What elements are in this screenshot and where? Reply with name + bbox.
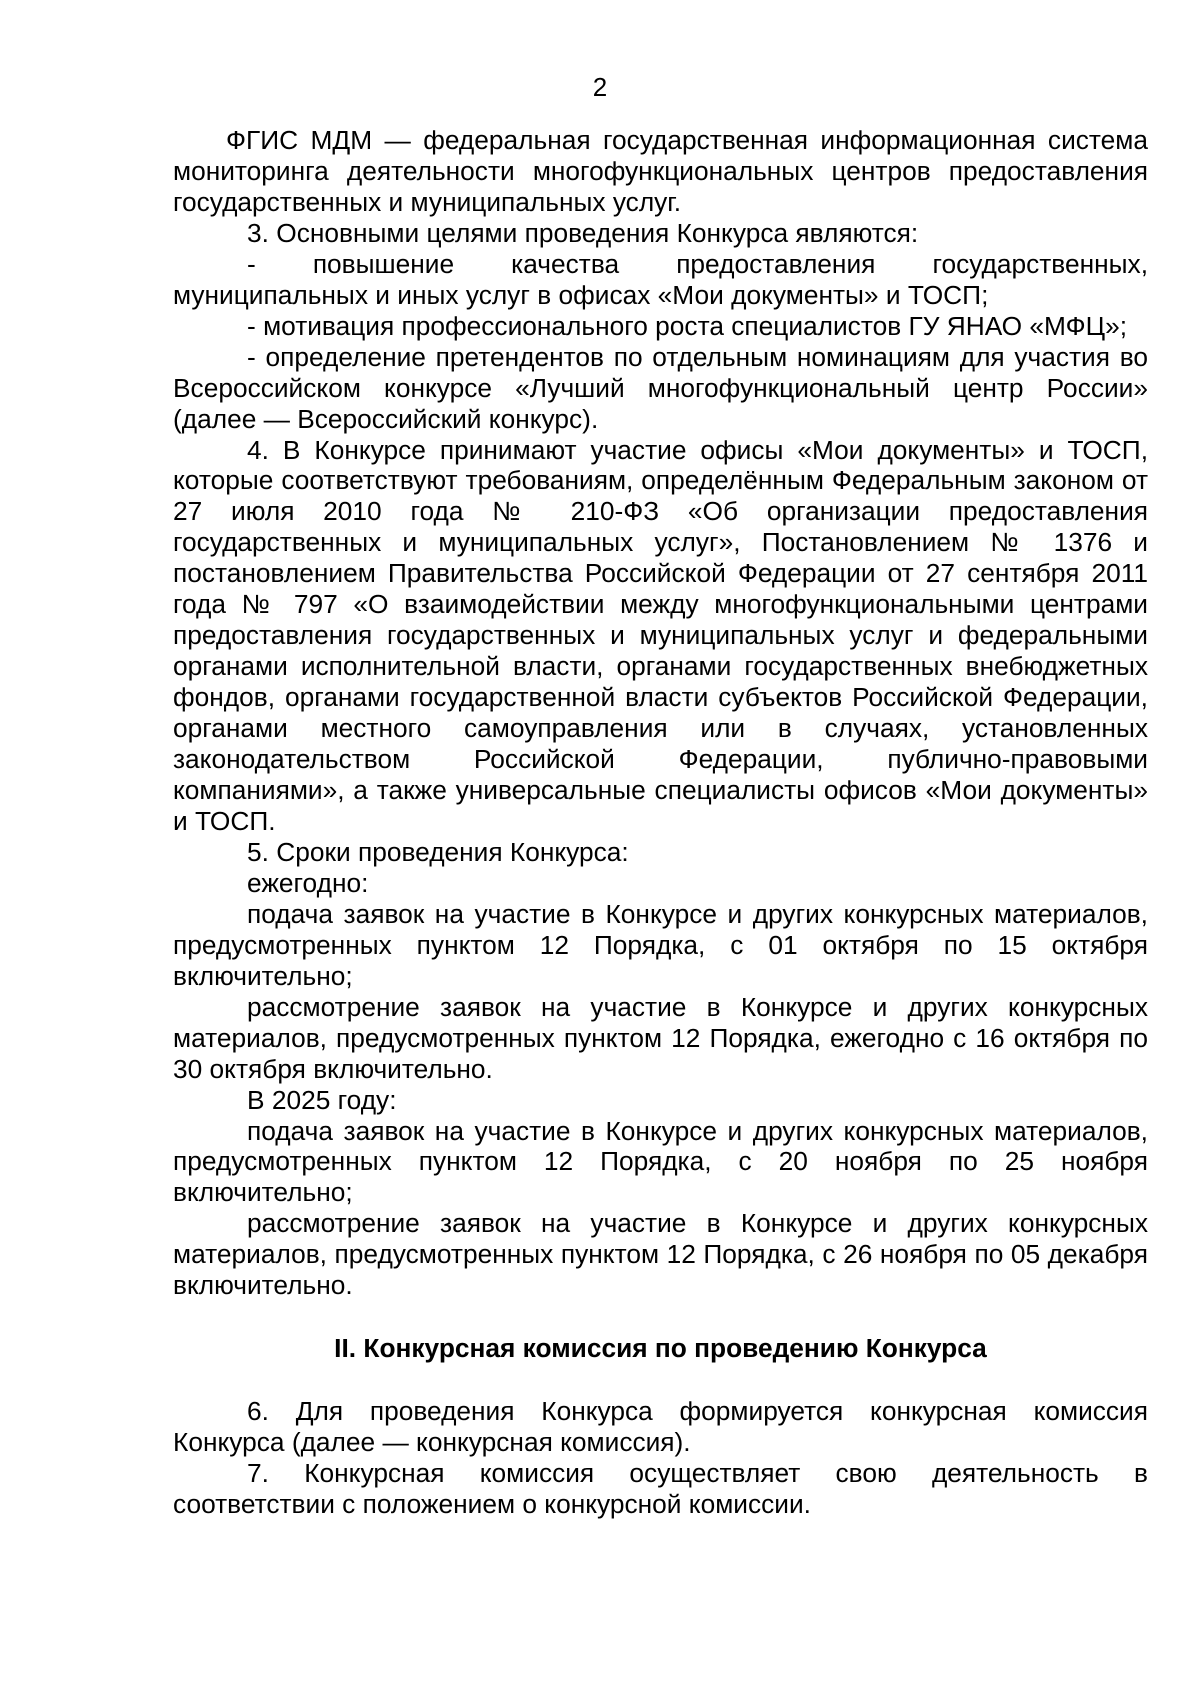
document-body	[173, 125, 1148, 1520]
paragraph-fgis-definition: ФГИС МДМ — федеральная государственная информационная система мониторинга деятельности многофункциональных центров предоставления государственных и муниципальных услуг.	[173, 125, 1148, 217]
paragraph-goal-1: - повышение качества предоставления государственных, муниципальных и иных услуг в офисах «Мои документы» и ТОСП;	[173, 248, 1148, 310]
paragraph-item-7: 7. Конкурсная комиссия осуществляет свою деятельность в соответствии с положением о конкурсной комиссии.	[173, 1458, 1148, 1520]
paragraph-goal-3: - определение претендентов по отдельным номинациям для участия во Всероссийском конкурсе «Лучший многофункциональный центр России» (далее — Всероссийский конкурс).	[173, 341, 1148, 434]
paragraph-item-6: 6. Для проведения Конкурса формируется конкурсная комиссия Конкурса (далее — конкурсная комиссия).	[173, 1396, 1148, 1458]
paragraph-item-4: 4. В Конкурсе принимают участие офисы «Мои документы» и ТОСП, которые соответствуют требованиям, определённым Федеральным законом от 27 июля 2010 года № 210-ФЗ «Об организации предоставления государственных и муниципальных услуг», Постановлением № 1376 и постановлением Правительства Российской Федерации от 27 сентября 2011 года № 797 «О взаимодействии между многофункциональными центрами предоставления государственных и муниципальных услуг и федеральными органами исполнительной власти, органами государственных внебюджетных фондов, органами государственной власти субъектов Российской Федерации, органами местного самоуправления или в случаях, установленных законодательством Российской Федерации, публично-правовыми компаниями», а также универсальные специалисты офисов «Мои документы» и ТОСП.	[173, 434, 1148, 836]
paragraph-item-3: 3. Основными целями проведения Конкурса являются:	[247, 217, 919, 248]
paragraph-annually: ежегодно:	[247, 867, 369, 898]
paragraph-annual-review: рассмотрение заявок на участие в Конкурсе и других конкурсных материалов, предусмотренных пунктом 12 Порядка, ежегодно с 16 октября по 30 октября включительно.	[173, 991, 1148, 1084]
page-number: 2	[592, 72, 608, 102]
paragraph-2025-review: рассмотрение заявок на участие в Конкурсе и других конкурсных материалов, предусмотренных пунктом 12 Порядка, с 26 ноября по 05 декабря включительно.	[173, 1208, 1148, 1301]
section-heading: II. Конкурсная комиссия по проведению Конкурса	[334, 1333, 987, 1364]
paragraph-item-5: 5. Сроки проведения Конкурса:	[247, 836, 629, 867]
paragraph-2025-submission: подача заявок на участие в Конкурсе и других конкурсных материалов, предусмотренных пунктом 12 Порядка, с 20 ноября по 25 ноября включительно;	[173, 1115, 1148, 1208]
paragraph-goal-2: - мотивация профессионального роста специалистов ГУ ЯНАО «МФЦ»;	[247, 310, 1128, 341]
paragraph-year-2025: В 2025 году:	[247, 1084, 397, 1115]
paragraph-annual-submission: подача заявок на участие в Конкурсе и других конкурсных материалов, предусмотренных пунктом 12 Порядка, с 01 октября по 15 октября включительно;	[173, 898, 1148, 991]
